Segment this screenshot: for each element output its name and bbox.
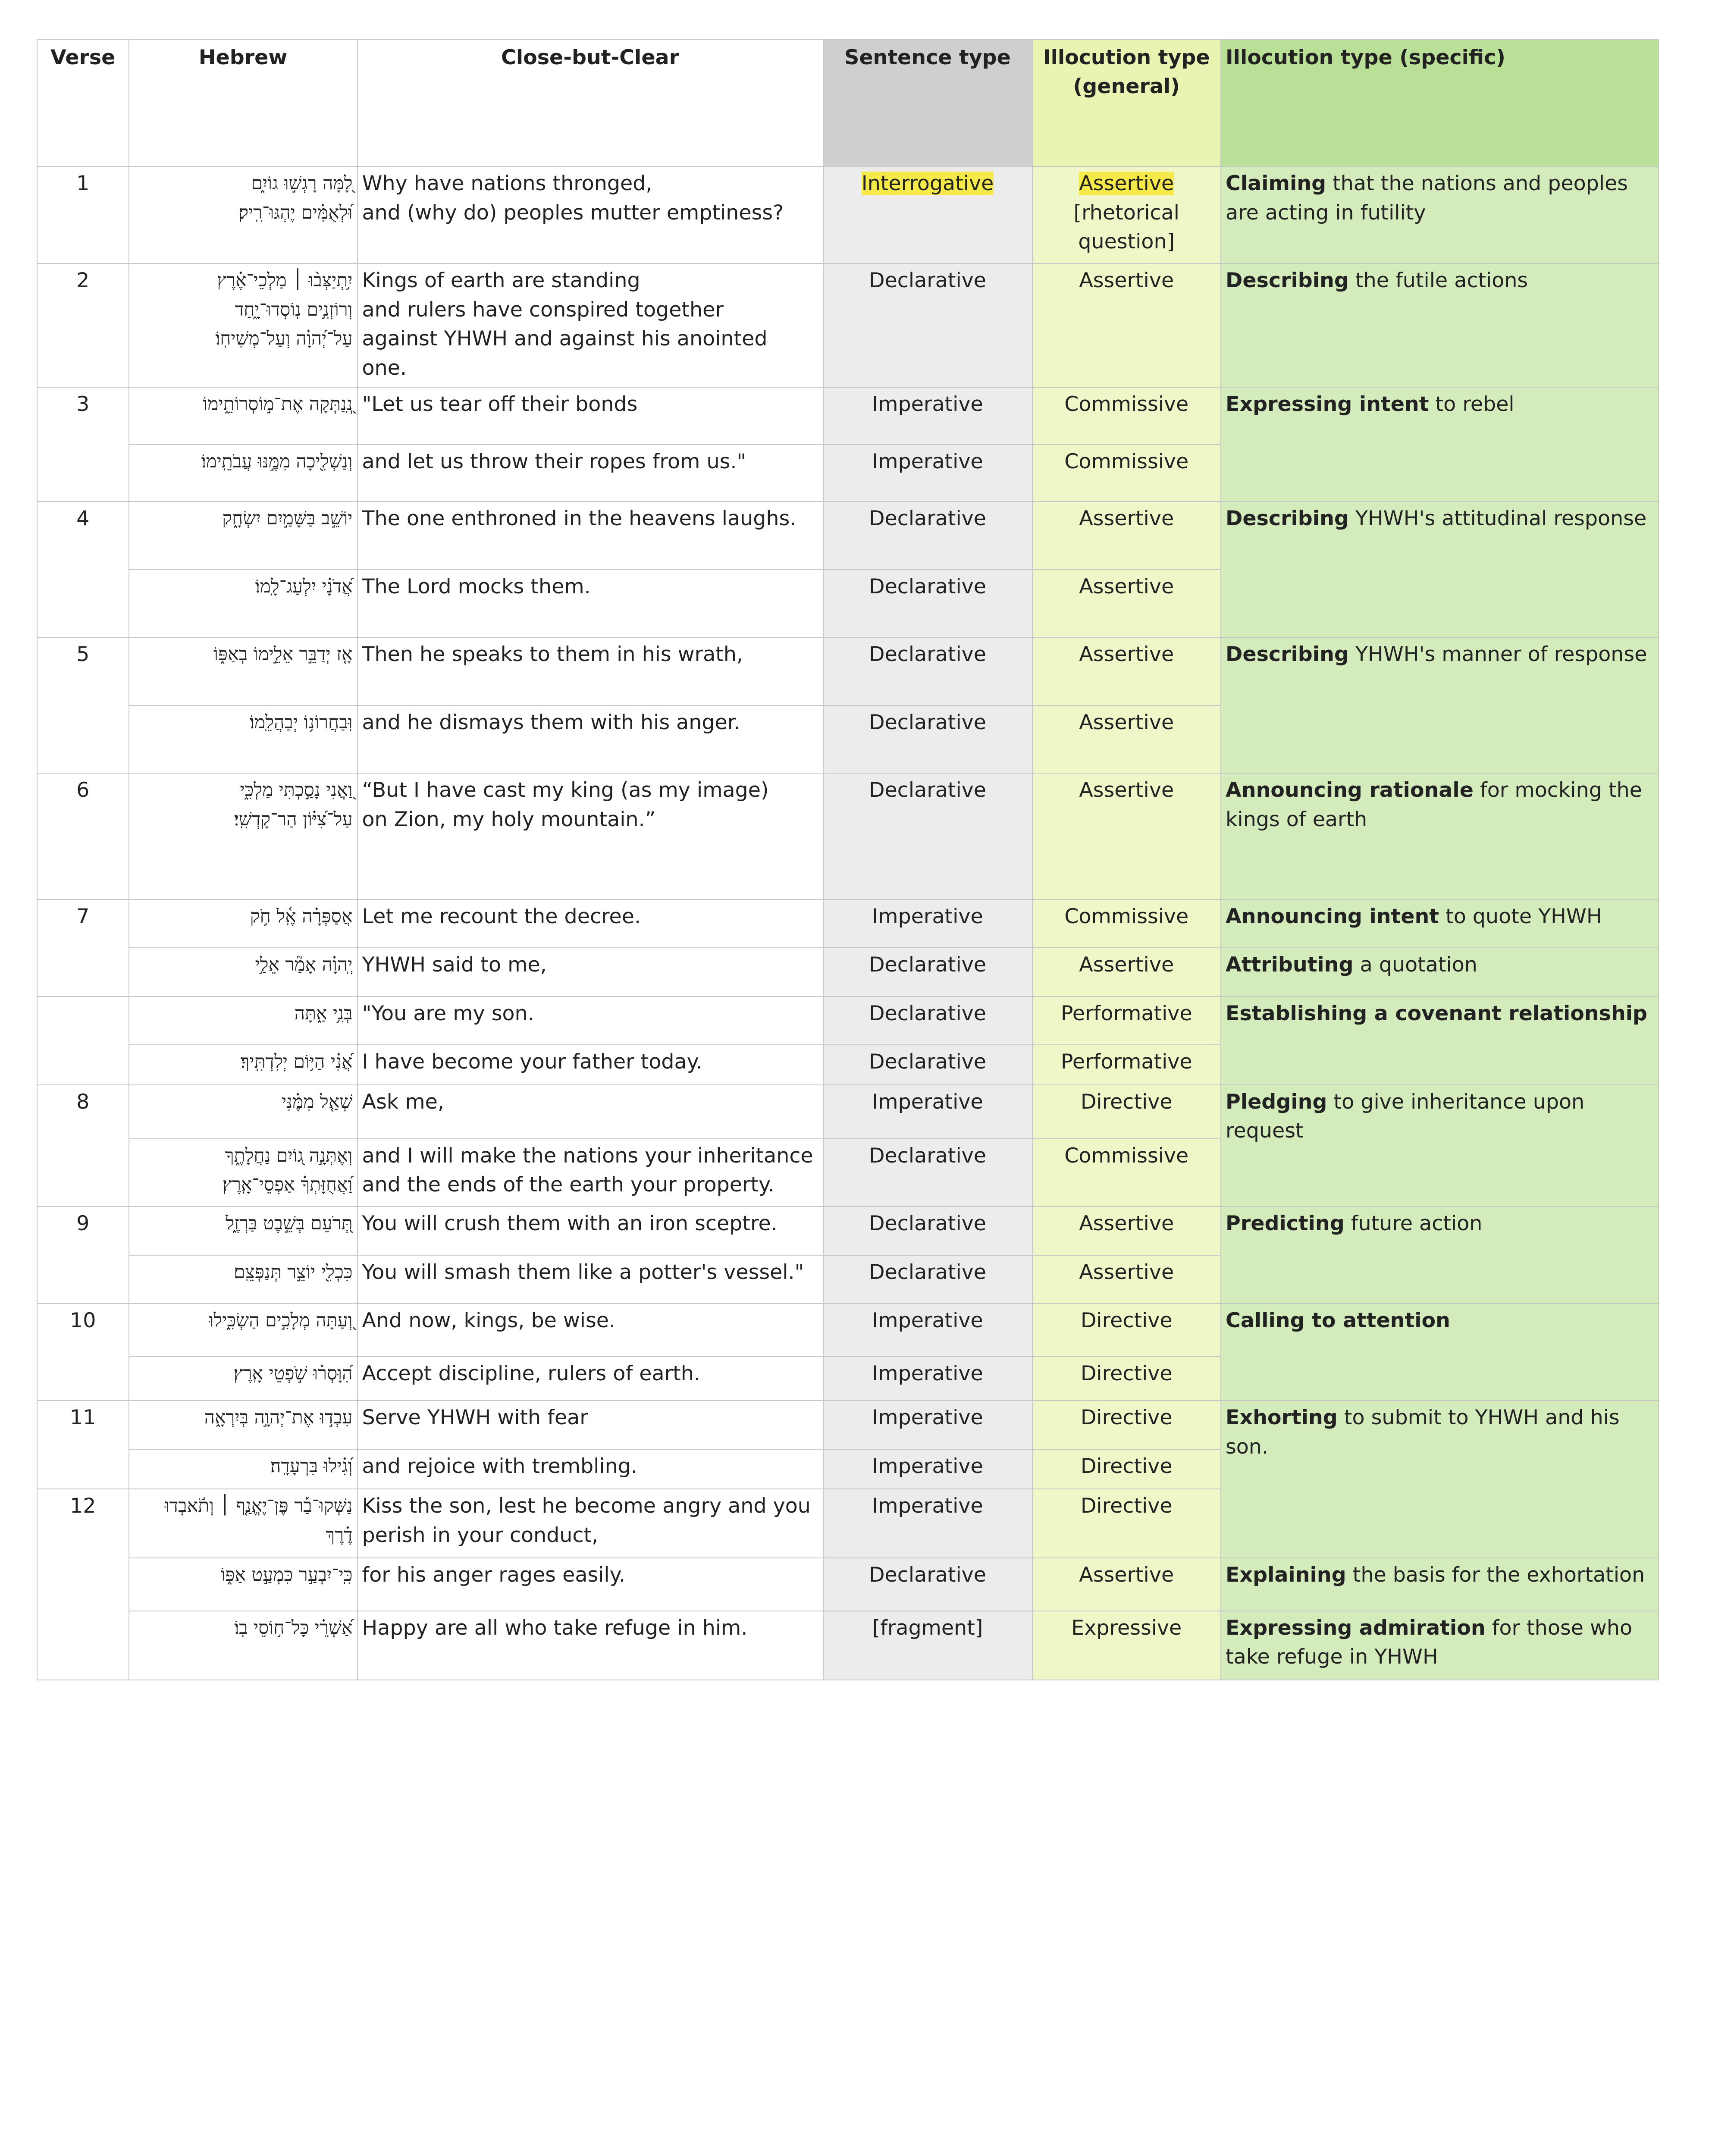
translation-line: against YHWH and against his anointed one. <box>362 327 768 380</box>
sentence-type-cell: Declarative <box>823 501 1032 570</box>
table-row <box>37 166 1659 263</box>
translation-cell: and he dismays them with his anger. <box>357 705 823 774</box>
verse-number: 5 <box>37 637 129 773</box>
sentence-type-cell: Imperative <box>823 1449 1032 1489</box>
illocution-specific-cell <box>1221 637 1659 773</box>
illocution-note: [rhetorical question] <box>1073 201 1179 254</box>
hebrew-line: וְאֶתְּנָ֣ה ג֭וֹיִם נַחֲלָתֶ֑ךָ <box>225 1145 353 1166</box>
verse-number: 12 <box>37 1489 129 1680</box>
table-row <box>37 1085 1659 1139</box>
translation-cell: Accept discipline, rulers of earth. <box>357 1357 823 1401</box>
translation-cell: You will smash them like a potter's vessel." <box>357 1255 823 1304</box>
illocution-general-cell: Assertive <box>1032 501 1221 570</box>
translation-cell <box>357 773 823 899</box>
illocution-general-cell: Assertive <box>1032 263 1221 387</box>
hebrew-line: עַל־צִ֝יּ֗וֹן הַר־קָדְשִֽׁי׃ <box>234 808 353 830</box>
verse-number: 10 <box>37 1304 129 1401</box>
table-row <box>37 948 1659 997</box>
specific-detail: for those who take refuge in YHWH <box>1226 1616 1633 1669</box>
table-row <box>37 773 1659 899</box>
verse-number: 1 <box>37 166 129 263</box>
illocution-general-cell: Assertive <box>1032 948 1221 997</box>
table-row <box>37 1206 1659 1255</box>
table-row <box>37 637 1659 705</box>
translation-line: and I will make the nations your inheritance <box>362 1144 813 1168</box>
illocution-general-cell: Assertive <box>1032 705 1221 774</box>
illocution-general-cell: Directive <box>1032 1449 1221 1489</box>
hebrew-cell: אֲסַפְּרָ֗ה אֶֽ֫ל חֹ֥ק <box>129 899 357 948</box>
specific-detail: to submit to YHWH and his son. <box>1226 1406 1620 1459</box>
hebrew-line: וּ֝לְאֻמִּ֗ים יֶהְגּוּ־רִֽיק׃ <box>238 202 353 223</box>
sentence-type-cell: Declarative <box>823 997 1032 1045</box>
specific-act: Announcing intent <box>1226 904 1439 928</box>
translation-line: Why have nations thronged, <box>362 172 652 195</box>
translation-cell: Ask me, <box>357 1085 823 1139</box>
illocution-general-cell: Directive <box>1032 1489 1221 1558</box>
specific-detail: to rebel <box>1429 392 1514 416</box>
translation-cell <box>357 263 823 387</box>
sentence-type-cell: Imperative <box>823 1489 1032 1558</box>
hebrew-cell: הִ֝וָּסְר֗וּ שֹׁ֣פְטֵי אָֽרֶץ׃ <box>129 1357 357 1401</box>
illocution-general-cell: Assertive <box>1032 1206 1221 1255</box>
hebrew-cell: וּֽבַחֲרוֹנ֥וֹ יְבַהֲלֵֽמוֹ׃ <box>129 705 357 774</box>
sentence-type-cell: Declarative <box>823 1558 1032 1611</box>
hebrew-cell: וְנַשְׁלִ֖יכָה מִמֶּ֣נּוּ עֲבֹתֵֽימוֹ׃ <box>129 445 357 502</box>
sentence-type-cell: Declarative <box>823 1255 1032 1304</box>
sentence-type-cell: Imperative <box>823 1085 1032 1139</box>
illocution-general-cell <box>1032 166 1221 263</box>
header-verse: Verse <box>37 39 129 166</box>
illocution-specific-cell <box>1221 948 1659 997</box>
hebrew-cell: נְֽ֭נַתְּקָה אֶת־מ֣וֹסְרוֹתֵ֑ימוֹ <box>129 387 357 445</box>
illocution-general-cell: Performative <box>1032 1045 1221 1085</box>
specific-act: Expressing admiration <box>1226 1616 1486 1640</box>
sentence-type-cell: Declarative <box>823 1139 1032 1207</box>
illocution-specific-cell <box>1221 997 1659 1085</box>
verse-number: 2 <box>37 263 129 387</box>
translation-cell: Let me recount the decree. <box>357 899 823 948</box>
verse-number: 8 <box>37 1085 129 1207</box>
specific-act: Claiming <box>1226 172 1326 195</box>
illocution-specific-cell <box>1221 166 1659 263</box>
specific-detail: YHWH's manner of response <box>1348 642 1647 666</box>
hebrew-cell <box>129 166 357 263</box>
translation-cell <box>357 1139 823 1207</box>
illocution-general-cell: Commissive <box>1032 1139 1221 1207</box>
sentence-type-cell: Declarative <box>823 637 1032 705</box>
illocution-general-cell: Directive <box>1032 1304 1221 1357</box>
table-row <box>37 1401 1659 1449</box>
illocution-general-cell: Directive <box>1032 1085 1221 1139</box>
table-row <box>37 387 1659 445</box>
hebrew-cell: יוֹשֵׁ֣ב בַּשָּׁמַ֣יִם יִשְׂחָ֑ק <box>129 501 357 570</box>
table-row <box>37 1611 1659 1680</box>
hebrew-cell: וְ֭עַתָּה מְלָכִ֣ים הַשְׂכִּ֑ילוּ <box>129 1304 357 1357</box>
hebrew-cell <box>129 263 357 387</box>
specific-detail: the futile actions <box>1348 269 1528 292</box>
translation-cell <box>357 1489 823 1558</box>
sentence-type-cell: Imperative <box>823 1401 1032 1449</box>
specific-detail: YHWH's attitudinal response <box>1348 507 1647 530</box>
translation-line: and rulers have conspired together <box>362 298 724 322</box>
hebrew-cell: אֲ֝דֹנָ֗י יִלְעַג־לָֽמוֹ׃ <box>129 570 357 638</box>
illocution-specific-cell <box>1221 773 1659 899</box>
illocution-specific-cell <box>1221 263 1659 387</box>
sentence-type-cell: Declarative <box>823 948 1032 997</box>
sentence-type-cell: Declarative <box>823 773 1032 899</box>
sentence-type-cell: Declarative <box>823 570 1032 638</box>
translation-line: Kiss the son, lest he become angry and you <box>362 1494 811 1518</box>
specific-detail: to quote YHWH <box>1439 904 1602 928</box>
illocution-general-cell: Assertive <box>1032 773 1221 899</box>
hebrew-cell: אֲ֝נִ֗י הַיּ֥וֹם יְלִדְתִּֽיךָ׃ <box>129 1045 357 1085</box>
specific-act: Explaining <box>1226 1563 1346 1587</box>
translation-line: “But I have cast my king (as my image) <box>362 778 769 802</box>
sentence-type-cell: Imperative <box>823 1357 1032 1401</box>
illocution-specific-cell <box>1221 1304 1659 1401</box>
hebrew-cell <box>129 1489 357 1558</box>
table-row <box>37 997 1659 1045</box>
specific-detail: for mocking the kings of earth <box>1226 778 1642 831</box>
illocution-general-cell: Expressive <box>1032 1611 1221 1680</box>
illocution-general-cell: Directive <box>1032 1401 1221 1449</box>
header-sentence-type: Sentence type <box>823 39 1032 166</box>
translation-cell <box>357 166 823 263</box>
specific-act: Describing <box>1226 507 1349 530</box>
hebrew-cell: אַ֝שְׁרֵ֗י כָּל־ח֥וֹסֵי בֽוֹ׃ <box>129 1611 357 1680</box>
table-row <box>37 1558 1659 1611</box>
illocution-specific-cell <box>1221 1611 1659 1680</box>
specific-detail: that the nations and peoples are acting in futility <box>1226 172 1628 225</box>
specific-detail: future action <box>1344 1212 1483 1235</box>
verse-number-empty <box>37 997 129 1085</box>
verse-number: 7 <box>37 899 129 997</box>
highlighted-illocution: Assertive <box>1079 172 1174 195</box>
header-row <box>37 39 1659 166</box>
sentence-type-cell: Imperative <box>823 445 1032 502</box>
translation-cell: "You are my son. <box>357 997 823 1045</box>
hebrew-line: וַ֭אֲנִי נָסַ֣כְתִּי מַלְכִּ֑י <box>240 780 353 801</box>
sentence-type-cell: Imperative <box>823 899 1032 948</box>
hebrew-cell: שְׁאַ֤ל מִמֶּ֗נִּי <box>129 1085 357 1139</box>
translation-line: Kings of earth are standing <box>362 269 640 292</box>
specific-act: Pledging <box>1226 1090 1327 1114</box>
translation-cell: I have become your father today. <box>357 1045 823 1085</box>
illocution-specific-cell <box>1221 1206 1659 1304</box>
translation-cell: Happy are all who take refuge in him. <box>357 1611 823 1680</box>
hebrew-cell: כִּכְלִ֖י יוֹצֵ֣ר תְּנַפְּצֵֽם׃ <box>129 1255 357 1304</box>
header-illocution-general: Illocution type (general) <box>1032 39 1221 166</box>
specific-act: Describing <box>1226 269 1349 292</box>
illocution-specific-cell <box>1221 899 1659 948</box>
specific-act: Establishing a covenant relationship <box>1226 1001 1648 1025</box>
header-hebrew: Hebrew <box>129 39 357 166</box>
illocution-general-cell: Assertive <box>1032 570 1221 638</box>
specific-act: Expressing intent <box>1226 392 1429 416</box>
header-translation: Close-but-Clear <box>357 39 823 166</box>
specific-act: Calling to attention <box>1226 1309 1450 1332</box>
translation-cell: "Let us tear off their bonds <box>357 387 823 445</box>
verse-number: 3 <box>37 387 129 501</box>
translation-cell: and let us throw their ropes from us." <box>357 445 823 502</box>
psalm-analysis-document <box>37 39 1658 1680</box>
table-row <box>37 1304 1659 1357</box>
sentence-type-cell: Imperative <box>823 1304 1032 1357</box>
hebrew-cell: בְּנִ֥י אַ֑תָּה <box>129 997 357 1045</box>
hebrew-line: לָ֭מָּה רָגְשׁ֣וּ גוֹיִ֑ם <box>251 173 353 194</box>
hebrew-cell <box>129 1139 357 1207</box>
hebrew-line: יִ֥תְיַצְּב֨וּ ׀ מַלְכֵי־אֶ֗רֶץ <box>216 270 353 291</box>
specific-act: Announcing rationale <box>1226 778 1474 802</box>
hebrew-cell: וְ֝גִ֗ילוּ בִּרְעָדָֽה׃ <box>129 1449 357 1489</box>
hebrew-line: וַ֝אֲחֻזָּתְךָ֗ אַפְסֵי־אָֽרֶץ׃ <box>222 1174 353 1195</box>
illocution-general-cell: Assertive <box>1032 1255 1221 1304</box>
illocution-general-cell: Commissive <box>1032 899 1221 948</box>
table-row <box>37 501 1659 570</box>
translation-cell: Then he speaks to them in his wrath, <box>357 637 823 705</box>
translation-cell: The one enthroned in the heavens laughs. <box>357 501 823 570</box>
specific-act: Predicting <box>1226 1212 1345 1235</box>
highlighted-sentence-type: Interrogative <box>861 172 994 195</box>
sentence-type-cell: Declarative <box>823 705 1032 774</box>
translation-line: and (why do) peoples mutter emptiness? <box>362 201 784 225</box>
table-row <box>37 899 1659 948</box>
hebrew-cell: עִבְד֣וּ אֶת־יְהוָ֣ה בְּיִרְאָ֑ה <box>129 1401 357 1449</box>
translation-cell: YHWH said to me, <box>357 948 823 997</box>
hebrew-cell <box>129 773 357 899</box>
illocution-specific-cell <box>1221 1558 1659 1611</box>
specific-act: Exhorting <box>1226 1406 1338 1429</box>
illocution-general-cell: Assertive <box>1032 637 1221 705</box>
translation-line: and the ends of the earth your property. <box>362 1173 774 1197</box>
sentence-type-cell: Imperative <box>823 387 1032 445</box>
sentence-type-cell: [fragment] <box>823 1611 1032 1680</box>
illocution-specific-cell <box>1221 387 1659 501</box>
specific-act: Describing <box>1226 642 1349 666</box>
illocution-specific-cell <box>1221 1085 1659 1207</box>
translation-line: on Zion, my holy mountain.” <box>362 807 656 831</box>
sentence-type-cell: Declarative <box>823 1206 1032 1255</box>
illocution-general-cell: Commissive <box>1032 387 1221 445</box>
specific-detail: to give inheritance upon request <box>1226 1090 1585 1143</box>
speech-act-table <box>37 39 1659 1680</box>
verse-number: 4 <box>37 501 129 637</box>
translation-cell: And now, kings, be wise. <box>357 1304 823 1357</box>
illocution-general-cell: Assertive <box>1032 1558 1221 1611</box>
hebrew-cell: יְֽהוָ֗ה אָמַ֘ר אֵלַ֥י <box>129 948 357 997</box>
hebrew-cell: כִּֽי־יִבְעַ֣ר כִּמְעַ֣ט אַפּ֑וֹ <box>129 1558 357 1611</box>
illocution-specific-cell <box>1221 1401 1659 1558</box>
verse-number: 6 <box>37 773 129 899</box>
hebrew-line: דֶ֗רֶךְ <box>326 1524 353 1546</box>
table-row <box>37 263 1659 387</box>
specific-act: Attributing <box>1226 953 1354 977</box>
translation-cell: for his anger rages easily. <box>357 1558 823 1611</box>
sentence-type-cell <box>823 166 1032 263</box>
verse-number: 11 <box>37 1401 129 1489</box>
illocution-specific-cell <box>1221 501 1659 637</box>
hebrew-cell: אָ֤ז יְדַבֵּ֣ר אֵלֵ֣ימוֹ בְאַפּ֑וֹ <box>129 637 357 705</box>
illocution-general-cell: Commissive <box>1032 445 1221 502</box>
header-illocution-specific: Illocution type (specific) <box>1221 39 1659 166</box>
illocution-general-cell: Performative <box>1032 997 1221 1045</box>
hebrew-line: עַל־יְ֝הוָ֗ה וְעַל־מְשִׁיחֽוֹ׃ <box>215 328 353 349</box>
sentence-type-cell: Declarative <box>823 1045 1032 1085</box>
translation-cell: You will crush them with an iron sceptre. <box>357 1206 823 1255</box>
hebrew-line: נַשְּׁקוּ־בַ֡ר פֶּן־יֶאֱנַ֤ף ׀ וְתֹ֬אבְדוּ <box>164 1495 353 1517</box>
hebrew-line: וְרוֹזְנִ֥ים נֽוֹסְדוּ־יָ֑חַד <box>235 299 353 320</box>
specific-detail: a quotation <box>1353 953 1477 977</box>
translation-cell: Serve YHWH with fear <box>357 1401 823 1449</box>
translation-cell: and rejoice with trembling. <box>357 1449 823 1489</box>
translation-cell: The Lord mocks them. <box>357 570 823 638</box>
specific-detail: the basis for the exhortation <box>1346 1563 1645 1587</box>
illocution-general-cell: Directive <box>1032 1357 1221 1401</box>
sentence-type-cell: Declarative <box>823 263 1032 387</box>
verse-number: 9 <box>37 1206 129 1304</box>
translation-line: perish in your conduct, <box>362 1523 599 1547</box>
hebrew-cell: תְּ֭רֹעֵם בְּשֵׁ֣בֶט בַּרְזֶ֑ל <box>129 1206 357 1255</box>
